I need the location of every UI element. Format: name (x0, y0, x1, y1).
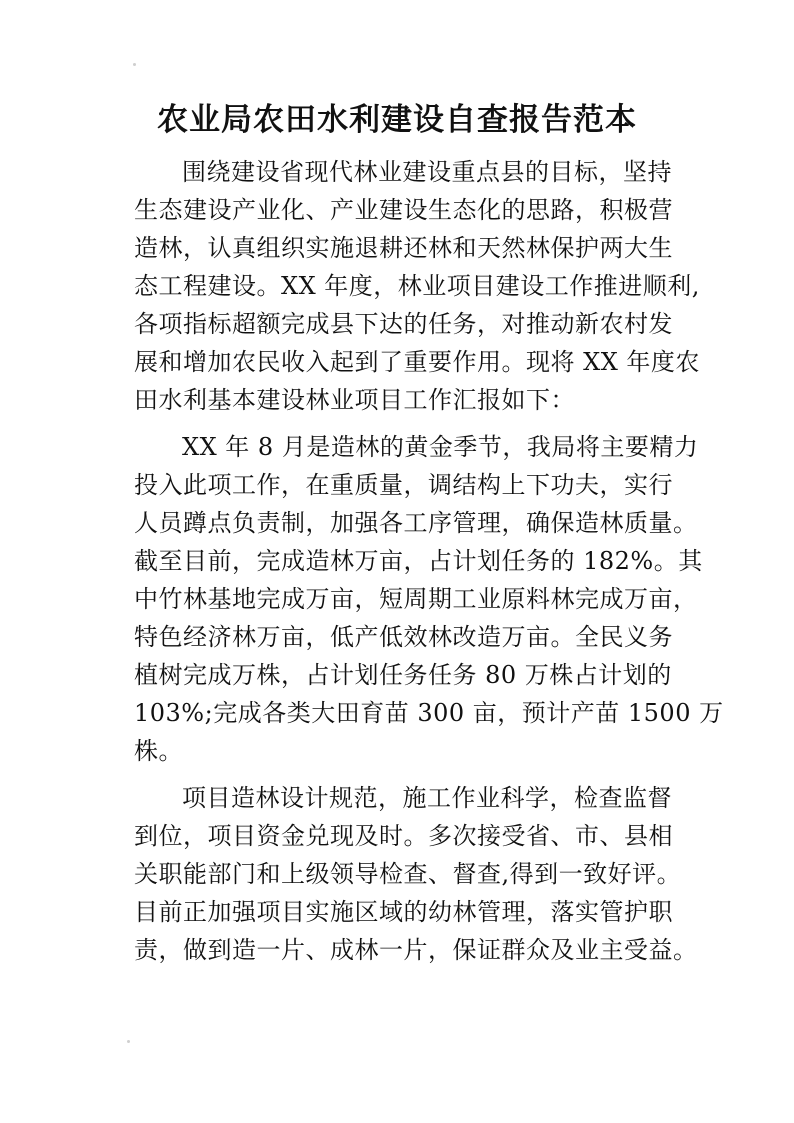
paragraph-spacer (134, 419, 662, 428)
text-line: 截至目前，完成造林万亩，占计划任务的 182%。其 (134, 547, 703, 575)
scan-speck (127, 1040, 130, 1043)
paragraph (134, 153, 700, 419)
text-line: 各项指标超额完成县下达的任务，对推动新农村发 (134, 310, 673, 338)
text-line: 展和增加农民收入起到了重要作用。现将 XX 年度农 (134, 348, 700, 376)
text-line: 株。 (134, 737, 183, 765)
text-line: 目前正加强项目实施区域的幼林管理，落实管护职 (134, 898, 673, 926)
text-line: 围绕建设省现代林业建设重点县的目标，坚持 (182, 158, 672, 186)
text-line: XX 年 8 月是造林的黄金季节，我局将主要精力 (182, 433, 699, 461)
text-line: 造林，认真组织实施退耕还林和天然林保护两大生 (134, 234, 673, 262)
text-line: 中竹林基地完成万亩，短周期工业原料林完成万亩， (134, 585, 698, 613)
document-body (134, 153, 724, 969)
text-line: 103%;完成各类大田育苗 300 亩，预计产苗 1500 万 (134, 699, 724, 727)
text-line: 生态建设产业化、产业建设生态化的思路，积极营 (134, 196, 673, 224)
text-line: 态工程建设。XX 年度，林业项目建设工作推进顺利, (134, 272, 700, 300)
text-line: 关职能部门和上级领导检查、督查,得到一致好评。 (134, 860, 682, 888)
text-line: 投入此项工作，在重质量，调结构上下功夫，实行 (134, 471, 673, 499)
text-line: 到位，项目资金兑现及时。多次接受省、市、县相 (134, 822, 673, 850)
text-line: 人员蹲点负责制，加强各工序管理，确保造林质量。 (134, 509, 698, 537)
paragraph (134, 428, 724, 770)
text-line: 植树完成万株，占计划任务任务 80 万株占计划的 (134, 661, 672, 689)
text-line: 田水利基本建设林业项目工作汇报如下： (134, 386, 575, 414)
document-title: 农业局农田水利建设自查报告范本 (157, 102, 637, 138)
scan-speck (133, 63, 136, 66)
text-line: 特色经济林万亩，低产低效林改造万亩。全民义务 (134, 623, 673, 651)
paragraph (134, 779, 698, 969)
text-line: 责，做到造一片、成林一片，保证群众及业主受益。 (134, 936, 698, 964)
text-line: 项目造林设计规范，施工作业科学，检查监督 (182, 784, 672, 812)
paragraph-spacer (134, 770, 662, 779)
